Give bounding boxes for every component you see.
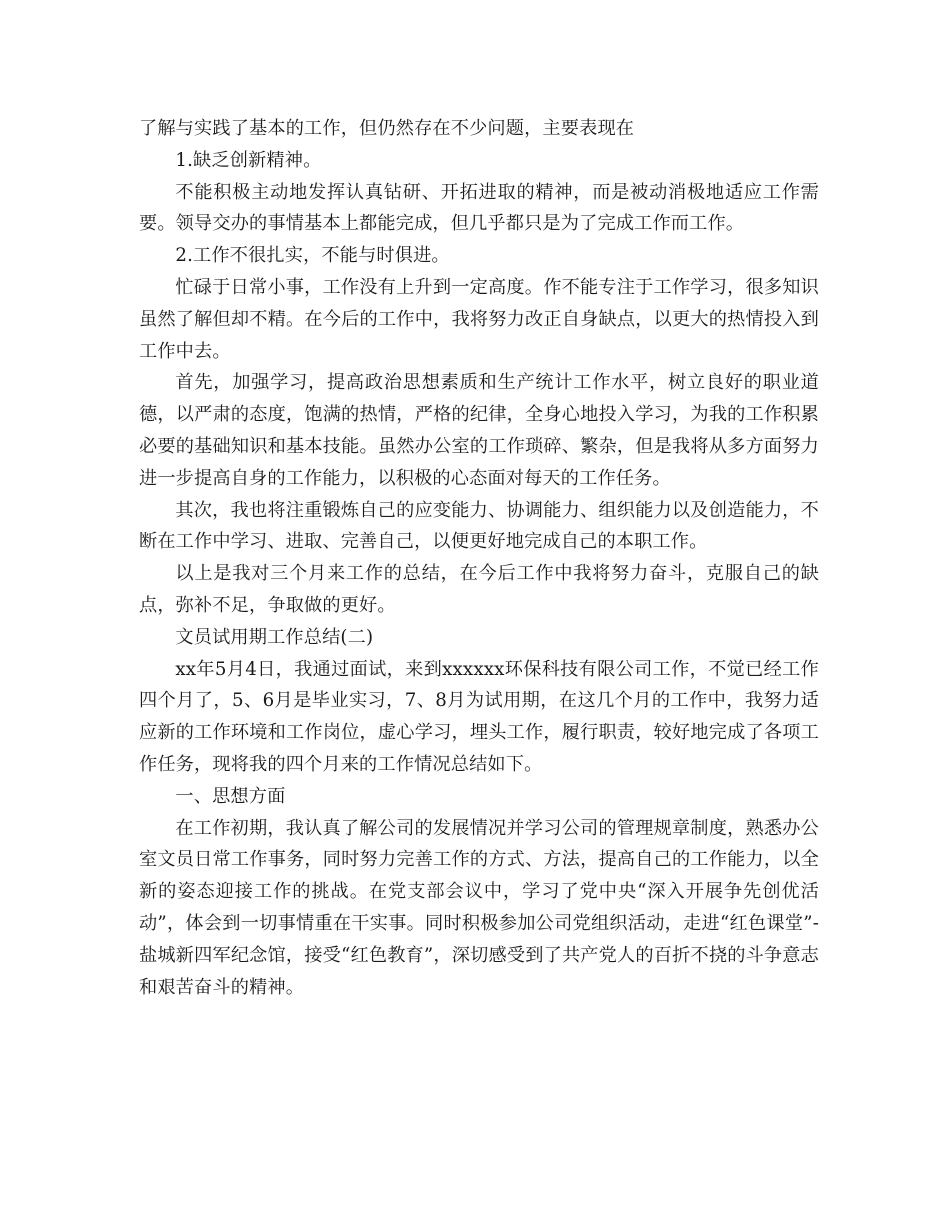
paragraph: 了解与实践了基本的工作，但仍然存在不少问题，主要表现在 bbox=[139, 118, 635, 139]
document-body bbox=[139, 113, 819, 1003]
paragraph: xx年5月4日，我通过面试，来到xxxxxx环保科技有限公司工作，不觉已经工作四个月了，5、6月是毕业实习，7、8月为试用期，在这几个月的工作中，我努力适应新的工作环境和工作岗位，虚心学习，埋头工作，履行职责，较好地完成了各项工作任务，现将我的四个月来的工作情况总结如下。 bbox=[139, 658, 819, 775]
section-title: 文员试用期工作总结(二) bbox=[175, 626, 374, 648]
list-heading: 2.工作不很扎实，不能与时俱进。 bbox=[175, 245, 450, 267]
paragraph: 在工作初期，我认真了解公司的发展情况并学习公司的管理规章制度，熟悉办公室文员日常工作事务，同时努力完善工作的方式、方法，提高自己的工作能力，以全新的姿态迎接工作的挑战。在党支部会议中，学习了党中央“深入开展争先创优活动”，体会到一切事情重在干实事。同时积极参加公司党组织活动，走进“红色课堂”-盐城新四军纪念馆，接受“红色教育”，深切感受到了共产党人的百折不挠的斗争意志和艰苦奋斗的精神。 bbox=[139, 817, 819, 998]
section-heading: 一、思想方面 bbox=[175, 785, 286, 807]
paragraph: 忙碌于日常小事，工作没有上升到一定高度。作不能专注于工作学习，很多知识虽然了解但却不精。在今后的工作中，我将努力改正自身缺点，以更大的热情投入到工作中去。 bbox=[139, 276, 819, 362]
list-heading: 1.缺乏创新精神。 bbox=[175, 149, 322, 171]
paragraph: 其次，我也将注重锻炼自己的应变能力、协调能力、组织能力以及创造能力，不断在工作中学习、进取、完善自己，以便更好地完成自己的本职工作。 bbox=[139, 499, 819, 553]
paragraph: 不能积极主动地发挥认真钻研、开拓进取的精神，而是被动消极地适应工作需要。领导交办的事情基本上都能完成，但几乎都只是为了完成工作而工作。 bbox=[139, 181, 819, 235]
paragraph: 以上是我对三个月来工作的总结，在今后工作中我将努力奋斗，克服自己的缺点，弥补不足，争取做的更好。 bbox=[139, 563, 819, 616]
paragraph: 首先，加强学习，提高政治思想素质和生产统计工作水平，树立良好的职业道德，以严肃的态度，饱满的热情，严格的纪律，全身心地投入学习，为我的工作积累必要的基础知识和基本技能。虽然办公室的工作琐碎、繁杂，但是我将从多方面努力进一步提高自身的工作能力，以积极的心态面对每天的工作任务。 bbox=[139, 372, 819, 489]
